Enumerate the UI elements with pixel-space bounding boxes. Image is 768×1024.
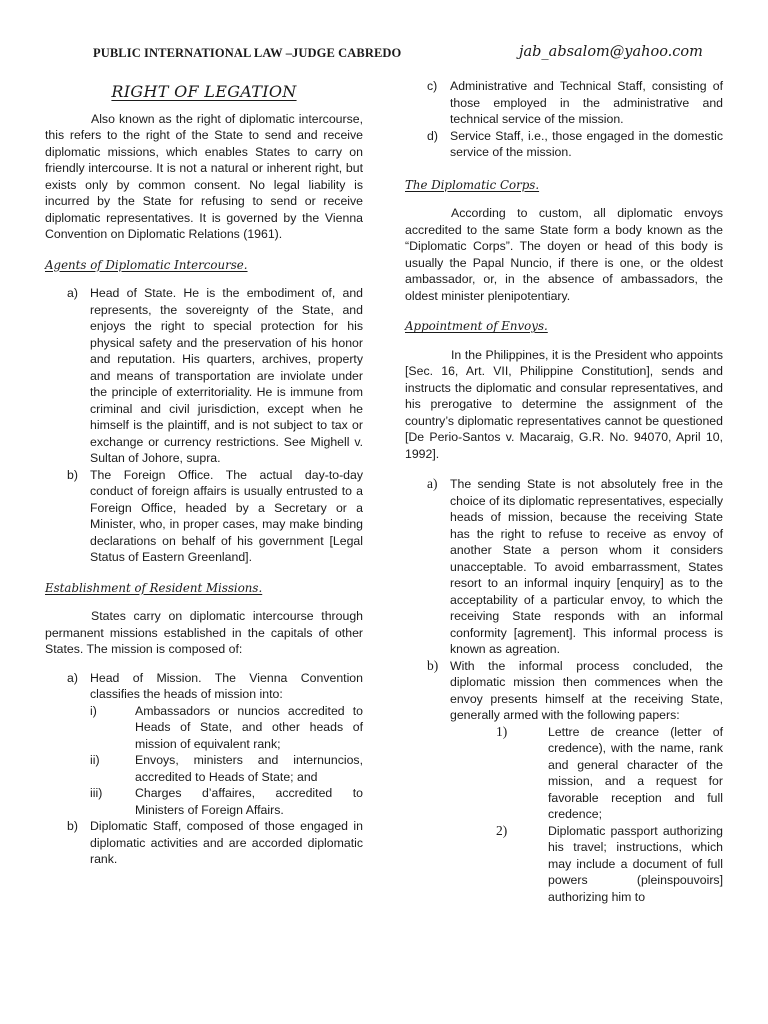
corps-paragraph: According to custom, all diplomatic envoys accredited to the same State form a body known as the “Diplomatic Corps”. The doyen or head of this body is usually the Papal Nuncio, if there is one, or the oldest ambassador, or, in the absence of ambassadors, the oldest minister plenipotentiary. xyxy=(405,206,723,303)
sub-list-item xyxy=(90,752,363,785)
papers-list xyxy=(494,724,723,906)
sub-list-marker: 2) xyxy=(496,822,508,838)
sub-list-item xyxy=(90,785,363,818)
list-item xyxy=(405,128,723,161)
list-item-text: The Foreign Office. The actual day-to-day conduct of foreign affairs is usually entrusted to a Foreign Office, headed by a Secretary or a Minister, who, in proper cases, may make binding declarations on behalf of his government [Legal Status of Eastern Greenland]. xyxy=(90,467,363,564)
list-marker: b) xyxy=(67,819,78,833)
sub-list-text: Diplomatic passport authorizing his travel; instructions, which may include a document of full powers (pleinspouvoirs] authorizing him to xyxy=(548,823,723,904)
list-item xyxy=(45,285,363,467)
section-heading-envoys: Appointment of Envoys. xyxy=(405,319,548,333)
list-marker: a) xyxy=(67,670,78,685)
list-item xyxy=(45,818,363,868)
left-column xyxy=(45,78,363,868)
list-marker: a) xyxy=(67,286,78,300)
list-item xyxy=(405,476,723,658)
sub-list-marker: 1) xyxy=(496,723,508,739)
sub-list-marker: i) xyxy=(90,703,97,718)
page-title: RIGHT OF LEGATION xyxy=(111,82,297,101)
list-item xyxy=(45,467,363,566)
envoys-list xyxy=(405,476,723,905)
list-item xyxy=(405,658,723,906)
list-item-text: With the informal process concluded, the diplomatic mission then commences when the envoy presents himself at the receiving State, generally armed with the following papers: xyxy=(450,658,723,722)
list-marker: b) xyxy=(67,467,78,482)
right-column xyxy=(405,78,723,905)
list-marker: a) xyxy=(427,476,438,491)
missions-list-continued xyxy=(405,78,723,161)
section-heading-agents: Agents of Diplomatic Intercourse. xyxy=(45,257,248,272)
missions-list xyxy=(45,670,363,868)
sub-list-text: Envoys, ministers and internuncios, accredited to Heads of State; and xyxy=(135,753,363,784)
list-item xyxy=(405,78,723,128)
list-item-text: Service Staff, i.e., those engaged in the domestic service of the mission. xyxy=(450,128,723,159)
list-marker: d) xyxy=(427,128,438,143)
intro-paragraph: Also known as the right of diplomatic intercourse, this refers to the right of the State to send and receive diplomatic missions, which enables States to carry on friendly intercourse. It is not a natural or inherent right, but exists only by common consent. No legal liability is incurred by the State for refusing to send or receive diplomatic representatives. It is governed by the Vienna Convention on Diplomatic Relations (1961). xyxy=(45,111,363,241)
section-heading-missions: Establishment of Resident Missions. xyxy=(45,580,263,595)
sub-list-item xyxy=(494,823,723,906)
list-marker: b) xyxy=(427,657,439,673)
header-course-title: PUBLIC INTERNATIONAL LAW –JUDGE CABREDO xyxy=(93,46,402,60)
sub-list-item xyxy=(90,703,363,753)
agents-list xyxy=(45,285,363,566)
sub-list-marker: ii) xyxy=(90,753,100,767)
list-item-text: Administrative and Technical Staff, consisting of those employed in the administrative and technical service of the mission. xyxy=(450,79,723,126)
missions-intro-paragraph: States carry on diplomatic intercourse through permanent missions established in the capitals of other States. The mission is composed of: xyxy=(45,609,363,656)
sub-list-text: Ambassadors or nuncios accredited to Heads of State, and other heads of mission of equivalent rank; xyxy=(135,703,363,751)
envoys-paragraph: In the Philippines, it is the President who appoints [Sec. 16, Art. VII, Philippine Constitution], sends and instructs the diplomatic and consular representatives, and his prerogative to determine the assignment of the country’s diplomatic representatives cannot be questioned [De Perio-Santos v. Macaraig, G.R. No. 94070, April 10, 1992]. xyxy=(405,347,723,461)
header-email: jab_absalom@yahoo.com xyxy=(519,44,703,60)
sub-list-text: Charges d’affaires, accredited to Ministers of Foreign Affairs. xyxy=(135,786,363,817)
sub-list-item xyxy=(494,724,723,823)
sub-list-marker: iii) xyxy=(90,786,103,800)
list-marker: c) xyxy=(427,79,438,93)
section-heading-corps: The Diplomatic Corps. xyxy=(405,177,540,192)
list-item-text: Diplomatic Staff, composed of those engaged in diplomatic activities and are accorded diplomatic rank. xyxy=(90,819,363,866)
list-item-text: The sending State is not absolutely free in the choice of its diplomatic representatives, especially heads of mission, because the receiving State has the right to refuse to receive as envoy of another State a person whom it considers unacceptable. To avoid embarrassment, States resort to an informal inquiry [enquiry] as to the acceptability of a particular envoy, to which the receiving State responds with an informal conformity [agrement]. This informal process is known as agreation. xyxy=(450,477,723,656)
list-item-text: Head of Mission. The Vienna Convention classifies the heads of mission into: xyxy=(90,670,363,701)
list-item xyxy=(45,670,363,819)
sub-list-text: Lettre de creance (letter of credence), with the name, rank and general character of the mission, and a request for favorable reception and full credence; xyxy=(548,724,723,821)
list-item-text: Head of State. He is the embodiment of, and represents, the sovereignty of the State, and enjoys the right to special protection for his physical safety and the preservation of his honor and reputation. His quarters, archives, property and means of transportation are inviolate under the principle of exterritoriality. He is immune from criminal and civil jurisdiction, except when he himself is the plaintiff, and is not subject to tax or exchange or currency restrictions. See Mighell v. Sultan of Johore, supra. xyxy=(90,286,363,465)
heads-of-mission-list xyxy=(90,703,363,819)
